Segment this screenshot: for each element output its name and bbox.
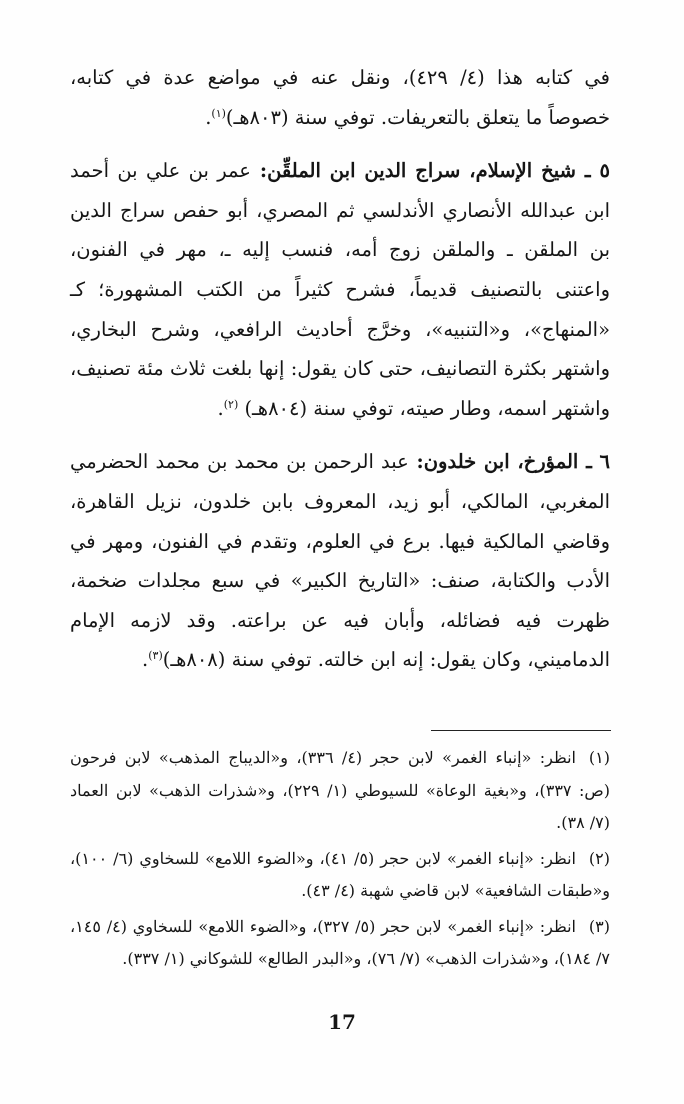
footnote-text: انظر: «إنباء الغمر» لابن حجر (٤/ ٣٣٦)، و«الديباج المذهب» لابن فرحون (ص: ٣٣٧)، و«بغية الوعاة» للسيوطي (١/ ٢٢٩)، و«شذرات الذهب» لابن العماد (٧/ ٣٨).: [70, 748, 611, 832]
footnote-number: (١): [588, 748, 610, 767]
paragraph-heading: ٥ ـ شيخ الإسلام، سراج الدين ابن الملقِّن:: [250, 159, 610, 183]
page-number: 17: [328, 1010, 356, 1034]
paragraph-ibn-khaldun: [70, 442, 610, 683]
paragraph-text: عبد الرحمن بن محمد بن محمد الحضرمي المغربي، المالكي، أبو زيد، المعروف بابن خلدون، نزيل القاهرة، وقاضي المالكية فيها. برع في العلوم، وتقدم في الفنون، ومهر في الأدب والكتابة، صنف: «التاريخ الكبير» في سبع مجلدات ضخمة، ظهرت فيه فضائله، وأبان فيه عن براعته. وقد لازمه الإمام الدماميني، وكان يقول: إنه ابن خالته. توفي سنة (٨٠٨هـ): [70, 450, 610, 672]
footnote-3: [70, 911, 610, 976]
footnote-number: (٢): [588, 848, 611, 868]
paragraph-heading: ٦ ـ المؤرخ، ابن خلدون:: [408, 450, 610, 474]
paragraph-text: في كتابه هذا (٤/ ٤٢٩)، ونقل عنه في مواضع عدة في كتابه، خصوصاً ما يتعلق بالتعريفات. توفي سنة (٨٠٣هـ): [70, 66, 610, 129]
footnote-ref[interactable]: (١): [211, 106, 226, 120]
paragraph-tail: .: [142, 648, 149, 672]
footnote-1: [70, 742, 610, 840]
footnote-text: انظر: «إنباء الغمر» لابن حجر (٥/ ٤١)، و«الضوء اللامع» للسخاوي (٦/ ١٠٠)، و«طبقات الشافعية» لابن قاضي شهبة (٤/ ٤٣).: [70, 848, 610, 900]
footnote-ref[interactable]: (٣): [148, 649, 163, 663]
paragraph-tail: .: [205, 105, 212, 129]
footnote-ref[interactable]: (٢): [223, 397, 239, 411]
paragraph-ibn-al-mulaqqin: [70, 151, 610, 431]
footnote-2: [70, 843, 610, 908]
footnote-text: انظر: «إنباء الغمر» لابن حجر (٥/ ٣٢٧)، و«الضوء اللامع» للسخاوي (٤/ ١٤٥، ٧/ ١٨٤)، و«شذرات الذهب» (٧/ ٧٦)، و«البدر الطالع» للشوكاني (١/ ٣٣٧).: [70, 916, 610, 968]
paragraph-continuation: [70, 58, 610, 140]
footnote-separator: [431, 730, 611, 731]
paragraph-text: عمر بن علي بن أحمد ابن عبدالله الأنصاري الأندلسي ثم المصري، أبو حفص سراج الدين بن الملقن ـ والملقن زوج أمه، فنسب إليه ـ، مهر في الفنون، واعتنى بالتصنيف قديماً، فشرح كثيراً من الكتب المشهورة؛ كـ «المنهاج»، و«التنبيه»، وخرَّج أحاديث الرافعي، وشرح البخاري، واشتهر بكثرة التصانيف، حتى كان يقول: إنها بلغت ثلاث مئة تصنيف، واشتهر اسمه، وطار صيته، توفي سنة (٨٠٤هـ): [70, 159, 610, 420]
footnotes: [70, 742, 610, 976]
footnote-number: (٣): [588, 916, 610, 936]
paragraph-tail: .: [217, 396, 224, 420]
